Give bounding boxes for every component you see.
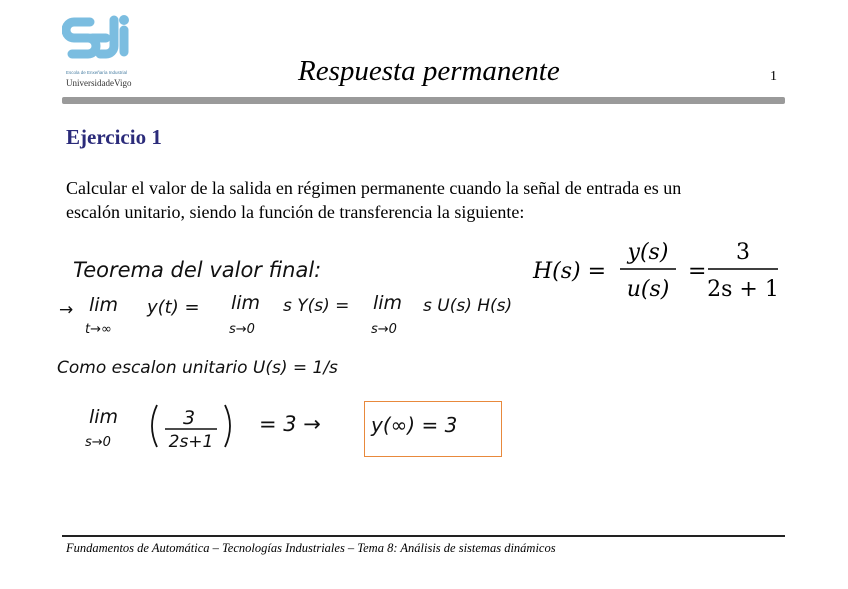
hw-lim-4: lim	[89, 406, 119, 428]
tf-equals: =	[688, 259, 707, 284]
hw-fraction-num: 3	[182, 407, 196, 429]
logo-university: UniversidadeVigo	[66, 78, 132, 88]
tf-denominator-1: u(s)	[626, 277, 670, 302]
tf-lhs: H(s) =	[533, 259, 607, 284]
exercise-statement	[66, 176, 786, 224]
header-divider	[62, 97, 785, 104]
eei-logo-icon	[62, 12, 142, 68]
hw-theorem-heading: Teorema del valor final:	[73, 258, 322, 282]
hw-y-of-t: y(t) =	[147, 297, 200, 318]
hw-paren-left	[152, 405, 157, 447]
hw-lim-1: lim	[89, 294, 119, 316]
hw-fraction-den: 2s+1	[168, 432, 214, 452]
hw-paren-right	[225, 405, 230, 447]
page-number: 1	[770, 69, 777, 84]
page-title: Respuesta permanente	[298, 55, 560, 87]
footer-divider	[62, 535, 785, 537]
hw-lim-2: lim	[231, 292, 261, 314]
logo-subtitle: Escola de Enxeñaría Industrial	[66, 70, 128, 75]
hw-sUH: s U(s) H(s)	[423, 296, 513, 316]
hw-lim-4-sub: s→0	[85, 435, 111, 450]
hw-lim-3: lim	[373, 292, 403, 314]
hw-step-input: Como escalon unitario U(s) = 1/s	[57, 358, 338, 378]
footer-text: Fundamentos de Automática – Tecnologías Industriales – Tema 8: Análisis de sistemas dinámicos	[66, 541, 556, 555]
tf-denominator-2: 2s + 1	[707, 277, 779, 302]
hw-sY: s Y(s) =	[283, 296, 350, 316]
tf-numerator-2: 3	[736, 240, 750, 265]
exercise-title: Ejercicio 1	[66, 125, 162, 149]
hw-equals-three: = 3 →	[259, 412, 321, 436]
statement-line-1: Calcular el valor de la salida en régimen permanente cuando la señal de entrada es un	[66, 178, 682, 198]
hw-lim-1-sub: t→∞	[85, 322, 112, 337]
transfer-function	[530, 236, 790, 306]
result-highlight-box	[364, 401, 502, 457]
hw-lim-3-sub: s→0	[371, 322, 397, 337]
hw-arrow: →	[59, 300, 74, 320]
statement-line-2: escalón unitario, siendo la función de transferencia la siguiente:	[66, 202, 525, 222]
hw-lim-2-sub: s→0	[229, 322, 255, 337]
hw-result: y(∞) = 3	[371, 413, 458, 437]
tf-numerator-1: y(s)	[627, 240, 669, 265]
